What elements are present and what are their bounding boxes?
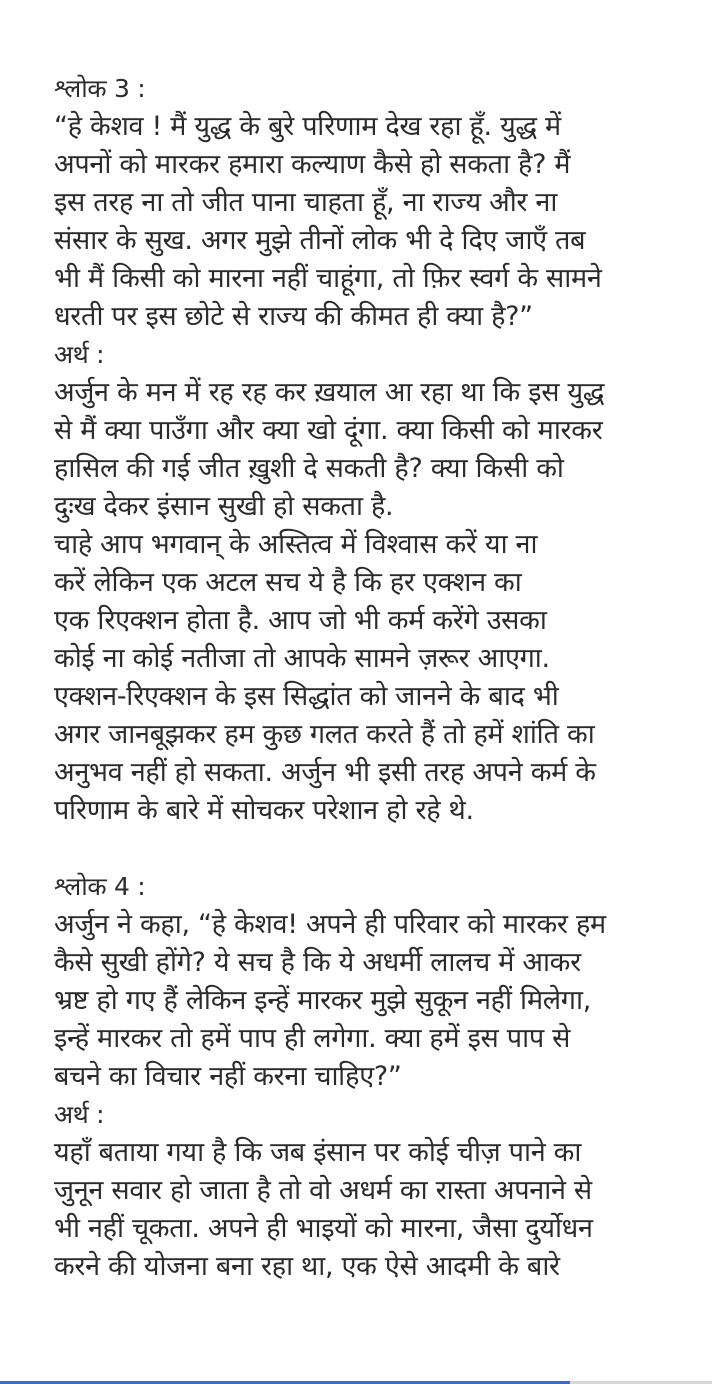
- shloka-3-verse-line: धरती पर इस छोटे से राज्य की कीमत ही क्या है?”: [54, 301, 533, 332]
- shloka-3-meaning-line: से मैं क्या पाउँगा और क्या खो दूंगा. क्या किसी को मारकर: [54, 415, 603, 446]
- shloka-4-verse-line: अर्जुन ने कहा, “हे केशव! अपने ही परिवार को मारकर हम: [54, 909, 606, 940]
- shloka-3-meaning-label: अर्थ :: [54, 340, 105, 369]
- shloka-4-verse-line: भ्रष्ट हो गए हैं लेकिन इन्हें मारकर मुझे सुकून नहीं मिलेगा,: [54, 985, 591, 1016]
- shloka-3-verse-line: इस तरह ना तो जीत पाना चाहता हूँ, ना राज्य और ना: [54, 187, 558, 218]
- shloka-3-meaning-line: दुःख देकर इंसान सुखी हो सकता है.: [54, 491, 394, 522]
- shloka-3-meaning-line: कोई ना कोई नतीजा तो आपके सामने ज़रूर आएगा.: [54, 643, 550, 674]
- shloka-3-meaning-line: अनुभव नहीं हो सकता. अर्जुन भी इसी तरह अपने कर्म के: [54, 757, 596, 788]
- shloka-3-meaning-line: करें लेकिन एक अटल सच ये है कि हर एक्शन का: [54, 567, 522, 598]
- shloka-4-meaning-line: यहाँ बताया गया है कि जब इंसान पर कोई चीज़ पाने का: [54, 1137, 582, 1168]
- shloka-3-heading: श्लोक 3 :: [54, 74, 146, 103]
- shloka-4-verse-line: बचने का विचार नहीं करना चाहिए?”: [54, 1061, 402, 1092]
- section-divider-space: [54, 830, 694, 868]
- shloka-3-verse-line: संसार के सुख. अगर मुझे तीनों लोक भी दे दिए जाएँ तब: [54, 225, 586, 256]
- shloka-4-meaning-label: अर्थ :: [54, 1100, 105, 1129]
- shloka-4-heading: श्लोक 4 :: [54, 872, 146, 901]
- shloka-3-verse-line: “हे केशव ! मैं युद्ध के बुरे परिणाम देख रहा हूँ. युद्ध में: [54, 111, 561, 142]
- shloka-4-meaning-line: जुनून सवार हो जाता है तो वो अधर्म का रास्ता अपनाने से: [54, 1175, 592, 1206]
- shloka-4-meaning-line: करने की योजना बना रहा था, एक ऐसे आदमी के बारे: [54, 1251, 560, 1282]
- shloka-3-verse-line: अपनों को मारकर हमारा कल्याण कैसे हो सकता है? मैं: [54, 149, 571, 180]
- shloka-4-verse-line: इन्हें मारकर तो हमें पाप ही लगेगा. क्या हमें इस पाप से: [54, 1023, 571, 1054]
- shloka-3-meaning-line: अगर जानबूझकर हम कुछ गलत करते हैं तो हमें शांति का: [54, 719, 595, 750]
- shloka-3-meaning-line: चाहे आप भगवान् के अस्तित्व में विश्वास करें या ना: [54, 529, 538, 560]
- article-body: [54, 70, 694, 1286]
- shloka-3-meaning-line: एक्शन-रिएक्शन के इस सिद्धांत को जानने के बाद भी: [54, 681, 559, 712]
- shloka-3-meaning-line: अर्जुन के मन में रह रह कर ख़याल आ रहा था कि इस युद्ध: [54, 377, 605, 408]
- shloka-3-meaning-line: परिणाम के बारे में सोचकर परेशान हो रहे थे.: [54, 795, 474, 826]
- shloka-3-meaning-line: एक रिएक्शन होता है. आप जो भी कर्म करेंगे उसका: [54, 605, 547, 636]
- shloka-4-verse-line: कैसे सुखी होंगे? ये सच है कि ये अधर्मी लालच में आकर: [54, 947, 581, 978]
- shloka-3-meaning-line: हासिल की गई जीत ख़ुशी दे सकती है? क्या किसी को: [54, 453, 564, 484]
- shloka-3-verse-line: भी मैं किसी को मारना नहीं चाहूंगा, तो फ़िर स्वर्ग के सामने: [54, 263, 602, 294]
- shloka-4-meaning-line: भी नहीं चूकता. अपने ही भाइयों को मारना, जैसा दुर्योधन: [54, 1213, 593, 1244]
